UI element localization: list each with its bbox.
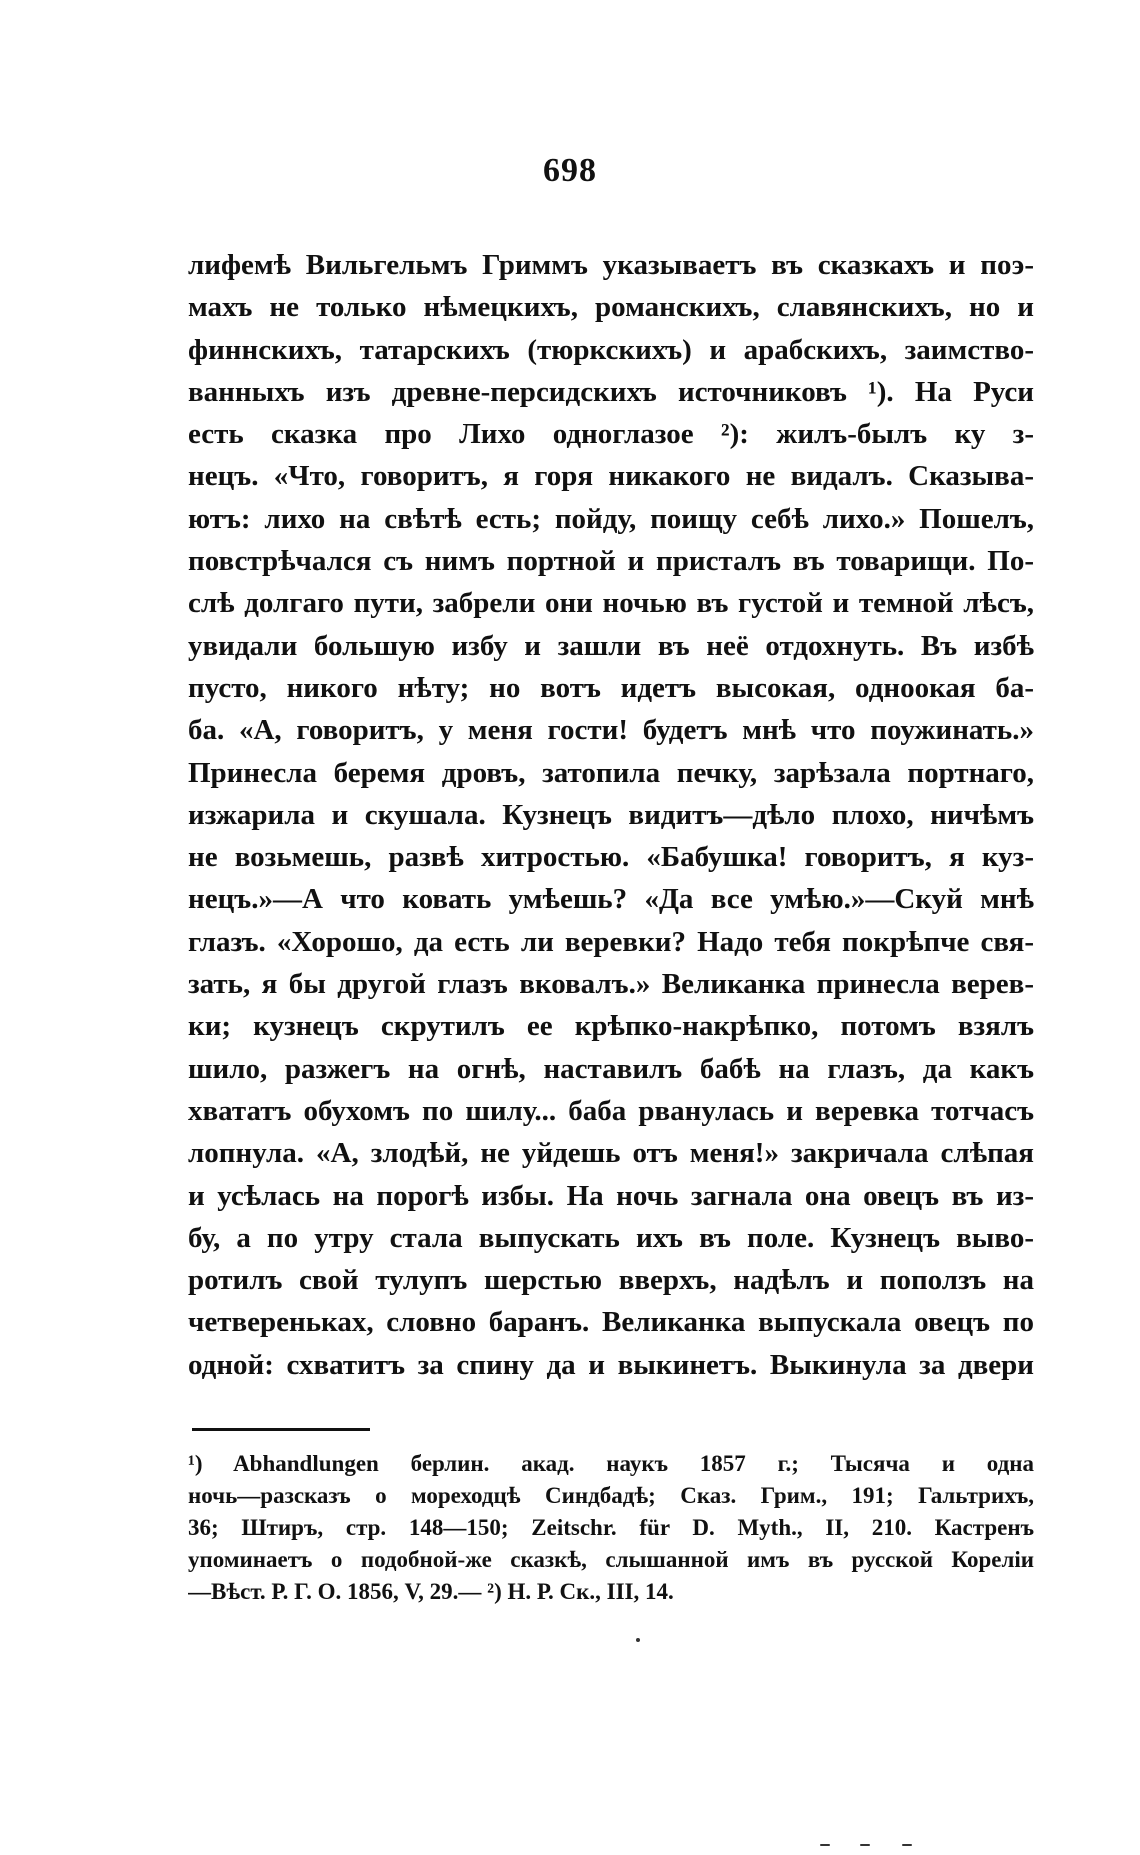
text-line: Принесла беремя дровъ, затопила печку, зарѣзала портнаго, — [188, 756, 1034, 789]
text-line: ротилъ свой тулупъ шерстью вверхъ, надѣлъ и поползъ на — [188, 1264, 1034, 1297]
text-line: хвататъ обухомъ по шилу... баба рванулась и веревка тотчасъ — [188, 1094, 1034, 1127]
text-line: глазъ. «Хорошо, да есть ли веревки? Надо тебя покрѣпче свя- — [188, 925, 1034, 958]
text-line: ба. «А, говоритъ, у меня гости! будетъ мнѣ что поужинать.» — [188, 714, 1034, 747]
ink-speck — [820, 1844, 830, 1846]
text-line: изжарила и скушала. Кузнецъ видитъ—дѣло плохо, ничѣмъ — [188, 798, 1034, 831]
text-line: увидали большую избу и зашли въ неё отдохнуть. Въ избѣ — [188, 629, 1034, 662]
text-line: бу, а по утру стала выпускать ихъ въ поле. Кузнецъ выво- — [188, 1221, 1034, 1254]
text-line: слѣ долгаго пути, забрели они ночью въ густой и темной лѣсъ, — [188, 587, 1034, 620]
text-line: зать, я бы другой глазъ вковалъ.» Великанка принесла верев- — [188, 968, 1034, 1001]
ink-speck — [860, 1844, 870, 1846]
text-line: ки; кузнецъ скрутилъ ее крѣпко-накрѣпко, потомъ взялъ — [188, 1010, 1034, 1043]
text-line: не возьмешь, развѣ хитростью. «Бабушка! говоритъ, я куз- — [188, 841, 1034, 874]
text-line: лопнула. «А, злодѣй, не уйдешь отъ меня!» закричала слѣпая — [188, 1137, 1034, 1170]
text-line: шило, разжегъ на огнѣ, наставилъ бабѣ на глазъ, да какъ — [188, 1052, 1034, 1085]
text-line: махъ не только нѣмецкихъ, романскихъ, славянскихъ, но и — [188, 291, 1034, 324]
page-number: 698 — [543, 152, 597, 189]
text-line: лифемѣ Вильгельмъ Гриммъ указываетъ въ сказкахъ и поэ- — [188, 249, 1034, 281]
text-line: одной: схватитъ за спину да и выкинетъ. Выкинула за двери — [188, 1348, 1034, 1381]
text-line: и усѣлась на порогѣ избы. На ночь загнала она овецъ въ из- — [188, 1179, 1034, 1212]
text-line: есть сказка про Лихо одноглазое ²): жилъ-былъ ку з- — [188, 418, 1034, 451]
text-line: финнскихъ, татарскихъ (тюркскихъ) и арабскихъ, заимство- — [188, 333, 1034, 366]
footnote-line: —Вѣст. Р. Г. О. 1856, V, 29.— ²) Н. Р. Ск., III, 14. — [188, 1579, 674, 1604]
ink-speck — [636, 1638, 640, 1642]
text-line: повстрѣчался съ нимъ портной и присталъ въ товарищи. По- — [188, 545, 1034, 578]
text-line: ютъ: лихо на свѣтѣ есть; пойду, поищу себѣ лихо.» Пошелъ, — [188, 502, 1034, 535]
footnote-line: ¹) Abhandlungen берлин. акад. наукъ 1857 г.; Тысяча и одна — [188, 1451, 1034, 1476]
text-line: нецъ. «Что, говоритъ, я горя никакого не видалъ. Сказыва- — [188, 460, 1034, 493]
footnote-line: упоминаетъ о подобной-же сказкѣ, слышанной имъ въ русской Кореліи — [188, 1547, 1034, 1572]
text-line: четвереньках, словно баранъ. Великанка выпускала овецъ по — [188, 1306, 1034, 1339]
ink-speck — [902, 1844, 912, 1846]
text-line: ванныхъ изъ древне-персидскихъ источниковъ ¹). На Руси — [188, 375, 1034, 408]
footnotes — [188, 1448, 1034, 1608]
footnote-line: 36; Штиръ, стр. 148—150; Zeitschr. für D. Myth., II, 210. Кастренъ — [188, 1515, 1034, 1540]
footnote-line: ночь—разсказъ о мореходцѣ Синдбадѣ; Сказ. Грим., 191; Гальтрихъ, — [188, 1483, 1034, 1508]
text-line: нецъ.»—А что ковать умѣешь? «Да все умѣю.»—Скуй мнѣ — [188, 883, 1034, 916]
main-text — [188, 244, 1034, 1386]
text-line: пусто, никого нѣту; но вотъ идетъ высокая, одноокая ба- — [188, 671, 1034, 704]
footnote-divider — [192, 1428, 370, 1431]
